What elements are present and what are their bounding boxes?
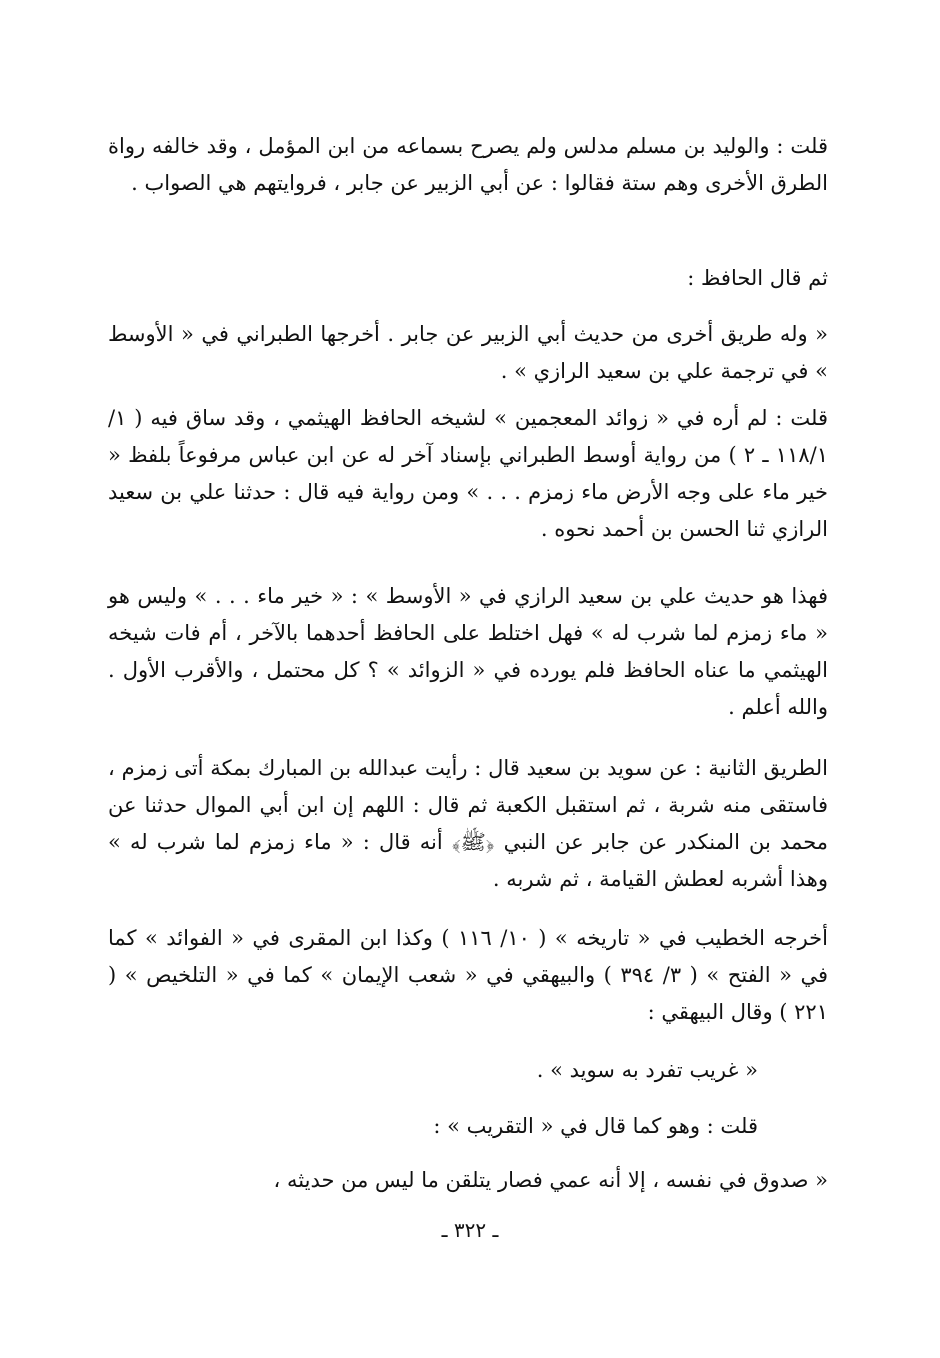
paragraph-10: « صدوق في نفسه ، إلا أنه عمي فصار يتلقن ما ليس من حديثه ، xyxy=(273,1168,828,1192)
paragraph-4: قلت : لم أره في « زوائد المعجمين » لشيخه الحافظ الهيثمي ، وقد ساق فيه ( ١/ ١١٨/١ ـ ٢ ) من رواية أوسط الطبراني بإسناد آخر له عن ابن عباس مرفوعاً بلفظ « خير ماء على وجه الأرض ماء زمزم . . . » ومن رواية فيه قال : حدثنا علي بن سعيد الرازي ثنا الحسن بن أحمد نحوه . xyxy=(108,406,828,541)
paragraph-6: الطريق الثانية : عن سويد بن سعيد قال : رأيت عبدالله بن المبارك بمكة أتى زمزم ، فاستقى منه شربة ، ثم استقبل الكعبة ثم قال : اللهم إن ابن أبي الموال حدثنا عن محمد بن المنكدر عن جابر عن النبي ﴿ﷺ﴾ أنه قال : « ماء زمزم لما شرب له » وهذا أشربه لعطش القيامة ، ثم شربه . xyxy=(108,756,828,891)
page-number: ـ ٣٢٢ ـ xyxy=(441,1218,499,1242)
paragraph-1: قلت : والوليد بن مسلم مدلس ولم يصرح بسماعه من ابن المؤمل ، وقد خالفه رواة الطرق الأخرى وهم ستة فقالوا : عن أبي الزبير عن جابر ، فروايتهم هي الصواب . xyxy=(108,134,828,195)
paragraph-2: ثم قال الحافظ : xyxy=(687,266,828,290)
paragraph-5: فهذا هو حديث علي بن سعيد الرازي في « الأوسط » : « خير ماء . . . » وليس هو « ماء زمزم لما شرب له » فهل اختلط على الحافظ أحدهما بالآخر ، أم فات شيخه الهيثمي ما عناه الحافظ فلم يورده في « الزوائد » ؟ كل محتمل ، والأقرب الأول . والله أعلم . xyxy=(108,584,828,719)
paragraph-8: « غريب تفرد به سويد » . xyxy=(536,1058,758,1082)
paragraph-7: أخرجه الخطيب في « تاريخه » ( ١٠/ ١١٦ ) وكذا ابن المقرى في « الفوائد » كما في « الفتح » ( ٣/ ٣٩٤ ) والبيهقي في « شعب الإيمان » كما في « التلخيص » ( ٢٢١ ) وقال البيهقي : xyxy=(108,926,828,1024)
paragraph-3: « وله طريق أخرى من حديث أبي الزبير عن جابر . أخرجها الطبراني في « الأوسط » في ترجمة علي بن سعيد الرازي » . xyxy=(108,322,828,383)
paragraph-9: قلت : وهو كما قال في « التقريب » : xyxy=(433,1114,758,1138)
